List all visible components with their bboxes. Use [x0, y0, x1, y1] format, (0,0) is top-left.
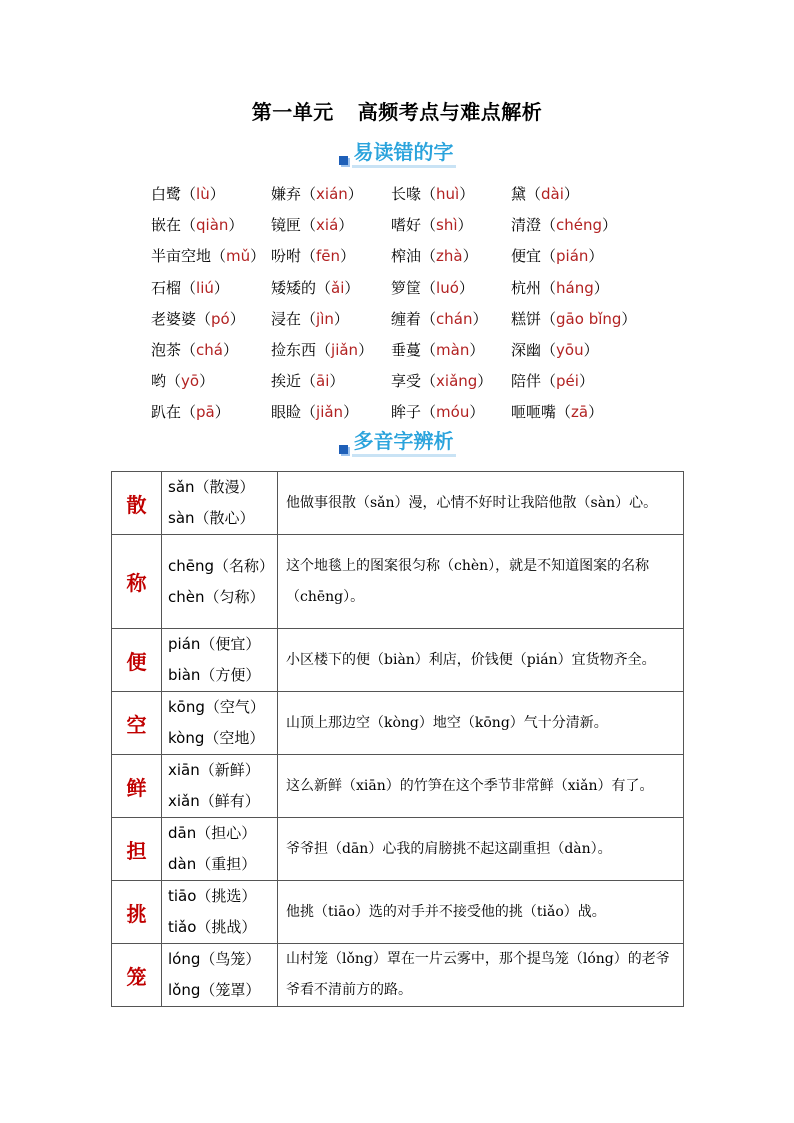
- reading-item: pián（便宜）: [168, 635, 261, 653]
- word-item: 镜匣（xiá）: [271, 216, 354, 235]
- reading-item: lǒng（笼罩）: [168, 981, 261, 999]
- word-row: [151, 240, 631, 271]
- word-text: 箩筐: [391, 278, 422, 297]
- polyphone-char: 空: [112, 692, 162, 755]
- example-sentence: 爷爷担（dān）心我的肩膀挑不起这副重担（dàn）。: [278, 818, 684, 881]
- word-text: 便宜: [511, 247, 542, 266]
- polyphone-readings: [162, 881, 278, 944]
- word-text: 泡茶: [151, 341, 182, 360]
- reading-item: kōng（空气）: [168, 698, 265, 716]
- word-item: 清澄（chéng）: [511, 216, 618, 235]
- title-unit: 第一单元: [251, 100, 334, 124]
- reading-item: dān（担心）: [168, 824, 257, 842]
- word-item: 缠着（chán）: [391, 309, 488, 328]
- word-text: 石榴: [151, 278, 182, 297]
- polyphone-table: [111, 471, 684, 1007]
- table-row: [112, 535, 684, 629]
- word-row: [151, 365, 631, 396]
- reading-item: dàn（重担）: [168, 855, 257, 873]
- word-pinyin: jiǎn: [316, 403, 344, 422]
- table-row: [112, 818, 684, 881]
- word-item: 黛（dài）: [511, 185, 579, 204]
- word-text: 挨近: [271, 372, 302, 391]
- section-heading-misread: [0, 140, 794, 169]
- word-pinyin: luó: [436, 278, 459, 297]
- polyphone-char: 鲜: [112, 755, 162, 818]
- word-pinyin: dài: [541, 185, 564, 204]
- word-pinyin: lù: [196, 185, 210, 204]
- word-text: 黛: [511, 185, 527, 204]
- polyphone-char: 散: [112, 472, 162, 535]
- word-pinyin: háng: [556, 278, 594, 297]
- word-pinyin: jìn: [316, 309, 334, 328]
- example-sentence: 山村笼（lǒng）罩在一片云雾中，那个提鸟笼（lóng）的老爷爷看不清前方的路。: [278, 944, 684, 1007]
- table-row: [112, 881, 684, 944]
- word-row: [151, 303, 637, 334]
- polyphone-readings: [162, 818, 278, 881]
- word-item: 长喙（huì）: [391, 185, 475, 204]
- word-text: 眼睑: [271, 403, 302, 422]
- table-row: [112, 692, 684, 755]
- word-item: 泡茶（chá）: [151, 341, 238, 360]
- example-sentence: 这么新鲜（xiān）的竹笋在这个季节非常鲜（xiǎn）有了。: [278, 755, 684, 818]
- word-item: 杭州（háng）: [511, 278, 609, 297]
- word-pinyin: xiá: [316, 216, 339, 235]
- polyphone-readings: [162, 692, 278, 755]
- polyphone-char: 担: [112, 818, 162, 881]
- word-pinyin: āi: [316, 372, 330, 391]
- word-pinyin: yō: [181, 372, 200, 391]
- word-pinyin: xiǎng: [436, 372, 478, 391]
- polyphone-char: 挑: [112, 881, 162, 944]
- word-pinyin: yōu: [556, 341, 584, 360]
- word-pinyin: pó: [211, 309, 230, 328]
- reading-item: sǎn（散漫）: [168, 478, 255, 496]
- word-item: 眸子（móu）: [391, 403, 485, 422]
- word-item: 嗜好（shì）: [391, 216, 473, 235]
- word-text: 哟: [151, 372, 167, 391]
- word-text: 老婆婆: [151, 309, 197, 328]
- word-item: 哟（yō）: [151, 372, 215, 391]
- reading-item: xiǎn（鲜有）: [168, 792, 260, 810]
- polyphone-readings: [162, 755, 278, 818]
- word-text: 趴在: [151, 403, 182, 422]
- word-pinyin: xián: [316, 185, 348, 204]
- reading-item: tiāo（挑选）: [168, 887, 257, 905]
- word-item: 白鹭（lù）: [151, 185, 225, 204]
- word-pinyin: huì: [436, 185, 460, 204]
- page-title: [0, 96, 794, 125]
- word-text: 嵌在: [151, 216, 182, 235]
- word-text: 吩咐: [271, 247, 302, 266]
- word-pinyin: ǎi: [331, 278, 345, 297]
- section-marker-icon: [339, 156, 348, 165]
- word-row: [151, 209, 631, 240]
- table-row: [112, 472, 684, 535]
- polyphone-readings: [162, 472, 278, 535]
- polyphone-readings: [162, 629, 278, 692]
- example-sentence: 他做事很散（sǎn）漫，心情不好时让我陪他散（sàn）心。: [278, 472, 684, 535]
- word-item: 榨油（zhà）: [391, 247, 478, 266]
- word-text: 眸子: [391, 403, 422, 422]
- polyphone-char: 称: [112, 535, 162, 629]
- word-text: 享受: [391, 372, 422, 391]
- title-topic: 高频考点与难点解析: [357, 100, 543, 124]
- reading-item: xiān（新鲜）: [168, 761, 260, 779]
- word-text: 糕饼: [511, 309, 542, 328]
- word-text: 矮矮的: [271, 278, 317, 297]
- word-pinyin: pā: [196, 403, 215, 422]
- word-pinyin: shì: [436, 216, 458, 235]
- word-pinyin: zā: [571, 403, 589, 422]
- word-item: 石榴（liú）: [151, 278, 229, 297]
- word-row: [151, 272, 631, 303]
- word-pinyin: gāo bǐng: [556, 309, 622, 328]
- reading-item: biàn（方便）: [168, 666, 261, 684]
- word-text: 缠着: [391, 309, 422, 328]
- word-pinyin: fēn: [316, 247, 341, 266]
- word-row: [151, 396, 631, 427]
- reading-item: chēng（名称）: [168, 556, 275, 575]
- word-text: 长喙: [391, 185, 422, 204]
- word-text: 镜匣: [271, 216, 302, 235]
- word-item: 挨近（āi）: [271, 372, 345, 391]
- table-row: [112, 944, 684, 1007]
- word-text: 清澄: [511, 216, 542, 235]
- word-text: 咂咂嘴: [511, 403, 557, 422]
- word-item: 便宜（pián）: [511, 247, 604, 266]
- word-item: 捡东西（jiǎn）: [271, 341, 374, 360]
- word-item: 深幽（yōu）: [511, 341, 599, 360]
- word-pinyin: mǔ: [226, 247, 251, 266]
- section-marker-icon: [339, 445, 348, 454]
- word-text: 浸在: [271, 309, 302, 328]
- example-sentence: 他挑（tiāo）选的对手并不接受他的挑（tiǎo）战。: [278, 881, 684, 944]
- word-pinyin: chán: [436, 309, 473, 328]
- section-title: 多音字辨析: [352, 429, 456, 457]
- polyphone-readings: [162, 535, 278, 629]
- word-item: 矮矮的（ǎi）: [271, 278, 360, 297]
- word-text: 垂蔓: [391, 341, 422, 360]
- word-pinyin: jiǎn: [331, 341, 359, 360]
- word-item: 咂咂嘴（zā）: [511, 403, 604, 422]
- example-sentence: 小区楼下的便（biàn）利店，价钱便（pián）宜货物齐全。: [278, 629, 684, 692]
- word-pinyin: chéng: [556, 216, 603, 235]
- table-row: [112, 629, 684, 692]
- section-title: 易读错的字: [352, 140, 456, 168]
- word-item: 享受（xiǎng）: [391, 372, 493, 391]
- word-text: 白鹭: [151, 185, 182, 204]
- word-text: 陪伴: [511, 372, 542, 391]
- section-heading-polyphone: [0, 429, 794, 458]
- reading-item: lóng（鸟笼）: [168, 950, 261, 968]
- word-item: 老婆婆（pó）: [151, 309, 245, 328]
- polyphone-readings: [162, 944, 278, 1007]
- example-sentence: 这个地毯上的图案很匀称（chèn），就是不知道图案的名称（chēng）。: [278, 535, 684, 629]
- word-pinyin: móu: [436, 403, 470, 422]
- word-pinyin: chá: [196, 341, 223, 360]
- word-text: 半亩空地: [151, 247, 212, 266]
- word-item: 眼睑（jiǎn）: [271, 403, 359, 422]
- table-row: [112, 755, 684, 818]
- word-text: 杭州: [511, 278, 542, 297]
- polyphone-char: 便: [112, 629, 162, 692]
- word-item: 浸在（jìn）: [271, 309, 349, 328]
- word-text: 深幽: [511, 341, 542, 360]
- word-pinyin: zhà: [436, 247, 463, 266]
- misread-word-list: [151, 178, 637, 428]
- word-item: 垂蔓（màn）: [391, 341, 485, 360]
- word-text: 捡东西: [271, 341, 317, 360]
- word-item: 陪伴（péi）: [511, 372, 594, 391]
- reading-item: tiǎo（挑战）: [168, 918, 257, 936]
- word-pinyin: péi: [556, 372, 579, 391]
- word-item: 嵌在（qiàn）: [151, 216, 244, 235]
- word-row: [151, 334, 631, 365]
- word-item: 箩筐（luó）: [391, 278, 474, 297]
- word-item: 糕饼（gāo bǐng）: [511, 309, 637, 328]
- word-text: 嫌弃: [271, 185, 302, 204]
- reading-item: sàn（散心）: [168, 509, 255, 527]
- word-item: 趴在（pā）: [151, 403, 230, 422]
- word-pinyin: pián: [556, 247, 589, 266]
- word-row: [151, 178, 631, 209]
- word-pinyin: màn: [436, 341, 470, 360]
- word-pinyin: qiàn: [196, 216, 229, 235]
- word-item: 半亩空地（mǔ）: [151, 247, 266, 266]
- word-text: 榨油: [391, 247, 422, 266]
- word-pinyin: liú: [196, 278, 214, 297]
- polyphone-char: 笼: [112, 944, 162, 1007]
- word-text: 嗜好: [391, 216, 422, 235]
- reading-item: kòng（空地）: [168, 729, 265, 747]
- example-sentence: 山顶上那边空（kòng）地空（kōng）气十分清新。: [278, 692, 684, 755]
- word-item: 嫌弃（xián）: [271, 185, 363, 204]
- reading-item: chèn（匀称）: [168, 587, 265, 606]
- word-item: 吩咐（fēn）: [271, 247, 356, 266]
